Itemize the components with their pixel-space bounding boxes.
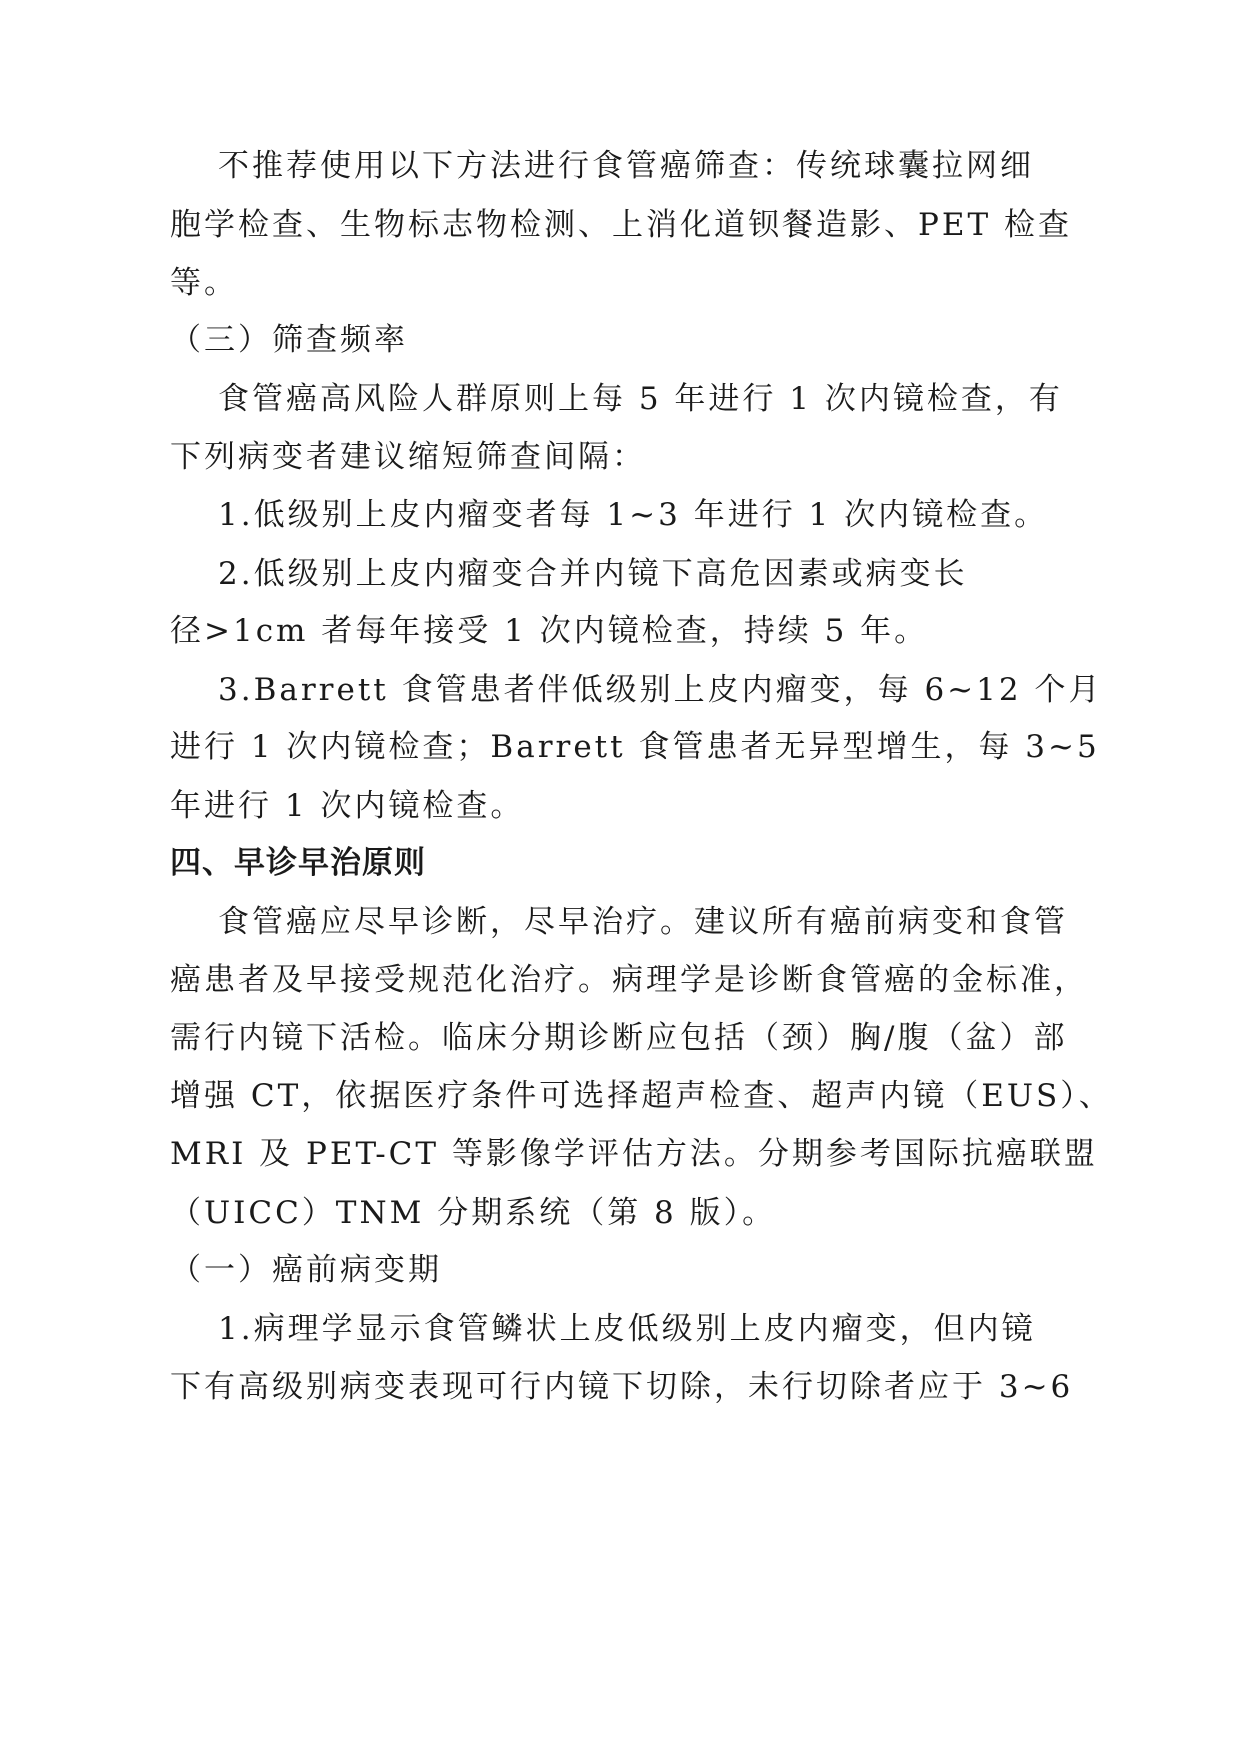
paragraph-line: 进行 1 次内镜检查；Barrett 食管患者无异型增生，每 3~5: [170, 729, 1100, 765]
paragraph-line: 需行内镜下活检。临床分期诊断应包括（颈）胸/腹（盆）部: [170, 1020, 1068, 1056]
section-heading: （一）癌前病变期: [170, 1252, 442, 1288]
paragraph-line: 下列病变者建议缩短筛查间隔：: [170, 439, 646, 475]
paragraph-line: MRI 及 PET-CT 等影像学评估方法。分期参考国际抗癌联盟: [170, 1136, 1098, 1172]
paragraph-line: 食管癌高风险人群原则上每 5 年进行 1 次内镜检查，有: [218, 381, 1063, 417]
paragraph-line: （UICC）TNM 分期系统（第 8 版）。: [170, 1195, 777, 1231]
list-item: 2.低级别上皮内瘤变合并内镜下高危因素或病变长: [218, 556, 968, 592]
paragraph-line: 胞学检查、生物标志物检测、上消化道钡餐造影、PET 检查: [170, 207, 1073, 243]
paragraph-line: 年进行 1 次内镜检查。: [170, 788, 525, 824]
list-item: 1.低级别上皮内瘤变者每 1~3 年进行 1 次内镜检查。: [218, 497, 1049, 533]
list-item: 3.Barrett 食管患者伴低级别上皮内瘤变，每 6~12 个月: [218, 672, 1103, 708]
list-item: 1.病理学显示食管鳞状上皮低级别上皮内瘤变，但内镜: [218, 1311, 1036, 1347]
paragraph-line: 癌患者及早接受规范化治疗。病理学是诊断食管癌的金标准，: [170, 962, 1088, 998]
paragraph-line: 食管癌应尽早诊断，尽早治疗。建议所有癌前病变和食管: [218, 904, 1068, 940]
paragraph-line: 下有高级别病变表现可行内镜下切除，未行切除者应于 3~6: [170, 1369, 1074, 1405]
paragraph-line: 不推荐使用以下方法进行食管癌筛查：传统球囊拉网细: [218, 148, 1034, 184]
paragraph-line: 径>1cm 者每年接受 1 次内镜检查，持续 5 年。: [170, 613, 929, 649]
paragraph-line: 增强 CT，依据医疗条件可选择超声检查、超声内镜（EUS）、: [170, 1078, 1113, 1114]
chapter-heading: 四、早诊早治原则: [170, 845, 426, 881]
paragraph-line: 等。: [170, 265, 238, 301]
section-heading: （三）筛查频率: [170, 322, 408, 358]
